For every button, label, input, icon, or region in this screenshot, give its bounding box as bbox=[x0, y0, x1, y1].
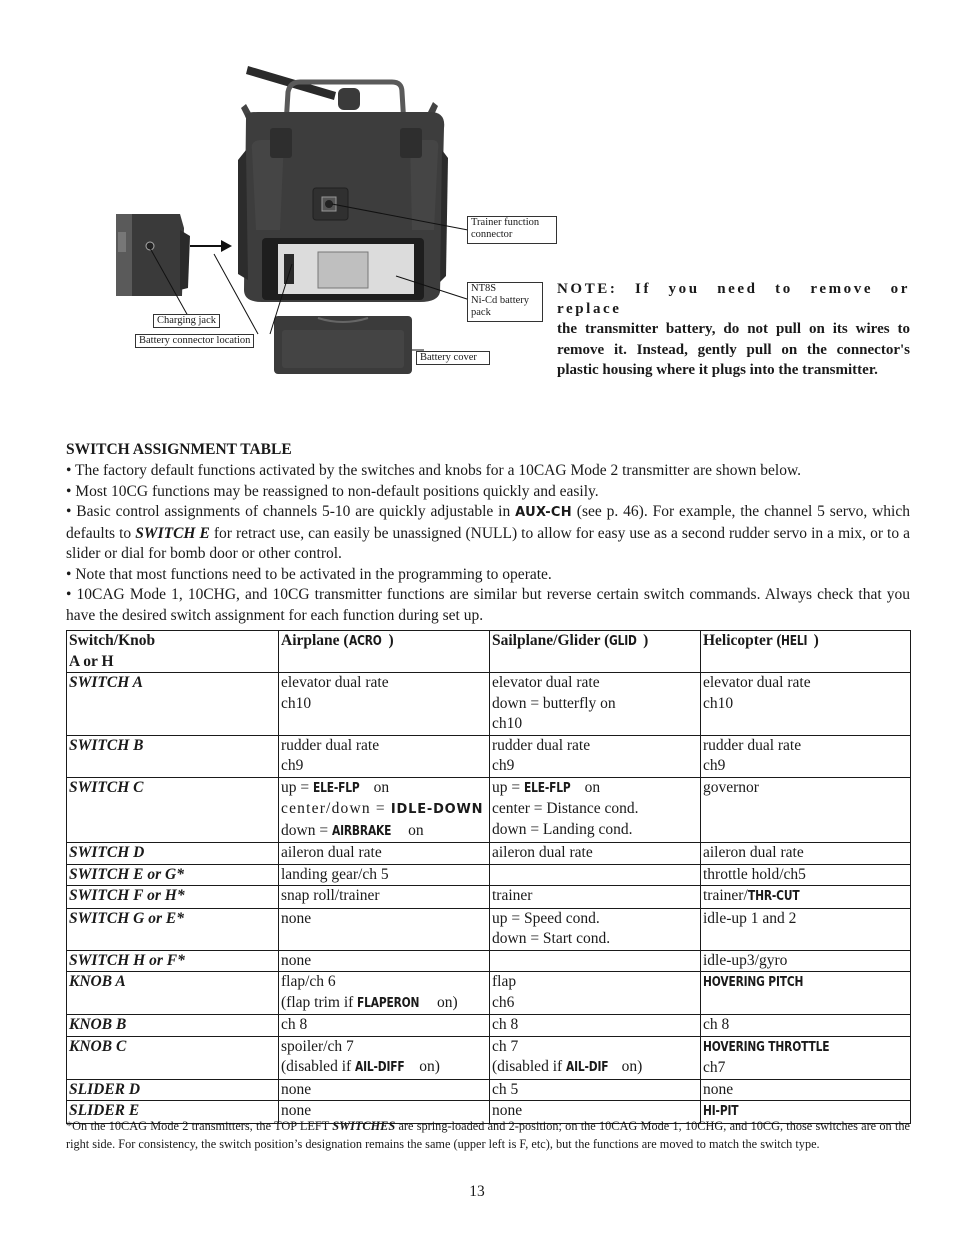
table-header-row bbox=[67, 631, 911, 673]
header-helicopter: Helicopter (HELI ) bbox=[701, 631, 911, 673]
bullet-1: • The factory default functions activated by the switches and knobs for a 10CAG Mode 2 transmitter are shown below. bbox=[66, 462, 802, 479]
page-number: 13 bbox=[469, 1183, 485, 1200]
header-switch-knob: Switch/Knob A or H bbox=[67, 631, 279, 673]
aux-ch-code: AUX-CH bbox=[515, 505, 572, 520]
table-row: SLIDER D none ch 5 none bbox=[67, 1079, 911, 1101]
note-first-line: NOTE: If you need to remove or replace bbox=[557, 281, 910, 318]
table-row: SWITCH A elevator dual rate ch10 elevator dual rate down = butterfly on ch10 elevator dual rate ch10 bbox=[67, 673, 911, 736]
table-row: SLIDER E none none HI-PIT bbox=[67, 1101, 911, 1124]
pointer-arrow bbox=[190, 240, 232, 252]
header-airplane: Airplane (ACRO ) bbox=[279, 631, 490, 673]
table-row: SWITCH H or F* none idle-up3/gyro bbox=[67, 950, 911, 972]
switch-e-ref: SWITCH E bbox=[135, 524, 210, 542]
bullet-3: • Basic control assignments of channels 5-10 are quickly adjustable in AUX-CH (see p. 46). For example, the channel 5 servo, which defaults to SWITCH E for retract use, can easily be unassigned (NULL) to allow for easy use as a second rudder servo in a mix, or to a slider or dial for bomb door or other control. bbox=[66, 503, 910, 562]
trainer-connector-callout: Trainer function connector bbox=[467, 216, 557, 244]
switch-assignment-table bbox=[66, 630, 911, 1124]
footnote: *On the 10CAG Mode 2 transmitters, the TOP LEFT SWITCHES are spring-loaded and 2-position; on the 10CAG Mode 1, 10CHG, and 10CG, those switches are on the right side. For consistency, the switch position’s designation remains the same (upper left is F, etc), but the functions are moved to match the switch type. bbox=[66, 1119, 910, 1151]
note-body: the transmitter battery, do not pull on its wires to remove it. Instead, gently pull on the connector's plastic housing where it plugs into the transmitter. bbox=[557, 321, 910, 378]
battery-connector-callout: Battery connector location bbox=[135, 334, 254, 348]
battery-pack-callout: NT8S Ni-Cd battery pack bbox=[467, 282, 543, 322]
table-row: SWITCH D aileron dual rate aileron dual rate aileron dual rate bbox=[67, 843, 911, 865]
charging-jack-callout: Charging jack bbox=[153, 314, 220, 328]
table-row: SWITCH G or E* none up = Speed cond. down = Start cond. idle-up 1 and 2 bbox=[67, 908, 911, 950]
table-row: SWITCH F or H* snap roll/trainer trainer trainer/THR-CUT bbox=[67, 886, 911, 909]
battery-cover-callout: Battery cover bbox=[416, 351, 490, 365]
transmitter-body bbox=[238, 112, 448, 302]
table-row: SWITCH C up = ELE-FLP on center/down = IDLE-DOWN down = AIRBRAKE on up = ELE-FLP on center = Distance cond. down = Landing cond. governor bbox=[67, 777, 911, 843]
table-row: KNOB C spoiler/ch 7 (disabled if AIL-DIFF on) ch 7 (disabled if AIL-DIF on) HOVERING THROTTLE ch7 bbox=[67, 1036, 911, 1079]
header-glider: Sailplane/Glider (GLID ) bbox=[490, 631, 701, 673]
bullet-2: • Most 10CG functions may be reassigned to non-default positions quickly and easily. bbox=[66, 482, 599, 500]
battery-cover-illustration bbox=[274, 316, 412, 374]
intro-text bbox=[66, 461, 910, 626]
table-row: SWITCH B rudder dual rate ch9 rudder dual rate ch9 rudder dual rate ch9 bbox=[67, 735, 911, 777]
table-row: KNOB B ch 8 ch 8 ch 8 bbox=[67, 1015, 911, 1037]
bullet-4: • Note that most functions need to be activated in the programming to operate. bbox=[66, 565, 552, 583]
battery-note bbox=[557, 279, 910, 380]
side-view-illustration bbox=[116, 214, 190, 296]
table-row: SWITCH E or G* landing gear/ch 5 throttle hold/ch5 bbox=[67, 864, 911, 886]
bullet-5: • 10CAG Mode 1, 10CHG, and 10CG transmitter functions are similar but reverse certain switch commands. Always check that you have the desired switch assignment for each function during set up. bbox=[66, 586, 910, 624]
section-title: SWITCH ASSIGNMENT TABLE bbox=[66, 441, 292, 458]
switches-emphasis: SWITCHES bbox=[332, 1119, 396, 1133]
table-row: KNOB A flap/ch 6 (flap trim if FLAPERON on) flap ch6 HOVERING PITCH bbox=[67, 972, 911, 1015]
